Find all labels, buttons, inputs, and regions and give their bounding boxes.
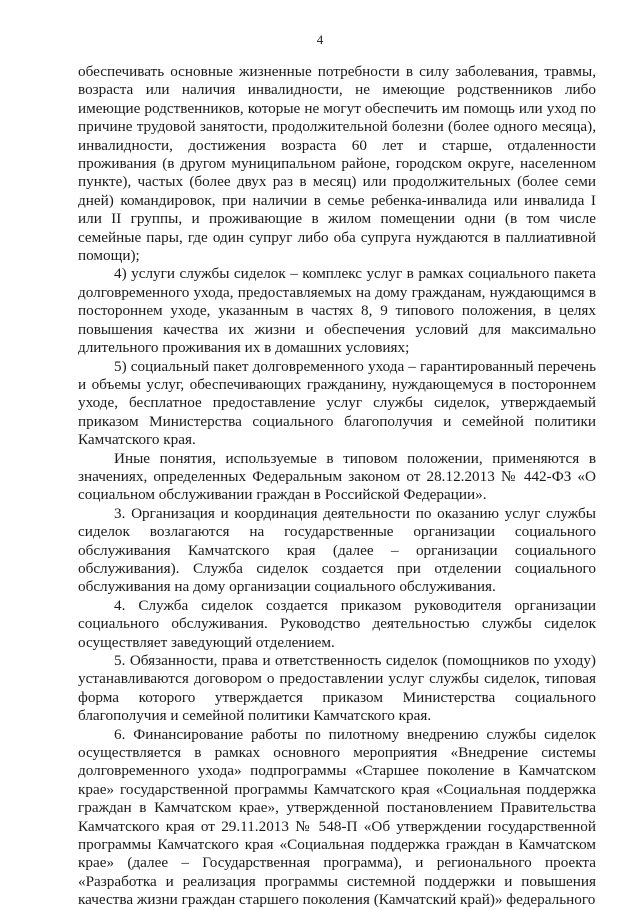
paragraph-section-5: 5. Обязанности, права и ответственность сиделок (помощников по уходу) устанавливаются договором о предоставлении услуг службы сиделок, типовая форма которого утверждается приказом Министерства социального благополучия и семейной политики Камчатского края.: [78, 652, 596, 725]
paragraph-section-3: 3. Организация и координация деятельности по оказанию услуг службы сиделок возлагаются на государственные организации социального обслуживания Камчатского края (далее – организации социального обслуживания). Служба сиделок создается при отделении социального обслуживания на дому организации социального обслуживания.: [78, 504, 596, 596]
paragraph-continuation: обеспечивать основные жизненные потребности в силу заболевания, травмы, возраста или наличия инвалидности, не имеющие родственников либо имеющие родственников, которые не могут обеспечить им помощь или уход по причине трудовой занятости, продолжительной болезни (более одного месяца), инвалидности, достижения возраста 60 лет и старше, отдаленности проживания (в другом муниципальном районе, городском округе, населенном пункте), частых (более двух раз в месяц) или продолжительных (более семи дней) командировок, при наличии в семье ребенка-инвалида или инвалида I или II группы, и проживающие в жилом помещении одни (в том числе семейные пары, где один супруг либо оба супруга нуждаются в паллиативной помощи);: [78, 63, 596, 265]
paragraph-item-4-caregiver-services: 4) услуги службы сиделок – комплекс услуг в рамках социального пакета долговременного ухода, предоставляемых на дому гражданам, нуждающимся в постороннем уходе, указанным в частях 8, 9 типового положения, в целях повышения качества их жизни и обеспечения условий для максимально длительного проживания их в домашних условиях;: [78, 265, 596, 357]
paragraph-item-5-social-package: 5) социальный пакет долговременного ухода – гарантированный перечень и объемы услуг, обеспечивающих гражданину, нуждающемуся в постороннем уходе, бесплатное предоставление услуг службы сиделок, утверждаемый приказом Министерства социального благополучия и семейной политики Камчатского края.: [78, 357, 596, 449]
paragraph-section-6: 6. Финансирование работы по пилотному внедрению службы сиделок осуществляется в рамках основного мероприятия «Внедрение системы долговременного ухода» подпрограммы «Старшее поколение в Камчатском крае» государственной программы Камчатского края «Социальная поддержка граждан в Камчатском крае», утвержденной постановлением Правительства Камчатского края от 29.11.2013 № 548-П «Об утверждении государственной программы Камчатского края «Социальная поддержка граждан в Камчатском крае» (далее – Государственная программа), и регионального проекта «Разработка и реализация программы системной поддержки и повышения качества жизни граждан старшего поколения (Камчатский край)» федерального: [78, 725, 596, 909]
document-body: [78, 63, 596, 910]
paragraph-other-terms: Иные понятия, используемые в типовом положении, применяются в значениях, определенных Федеральным законом от 28.12.2013 № 442-ФЗ «О социальном обслуживании граждан в Российской Федерации».: [78, 449, 596, 504]
paragraph-section-4: 4. Служба сиделок создается приказом руководителя организации социального обслуживания. Руководство деятельностью службы сиделок осуществляет заведующий отделением.: [78, 596, 596, 651]
page-number: 4: [316, 32, 324, 47]
